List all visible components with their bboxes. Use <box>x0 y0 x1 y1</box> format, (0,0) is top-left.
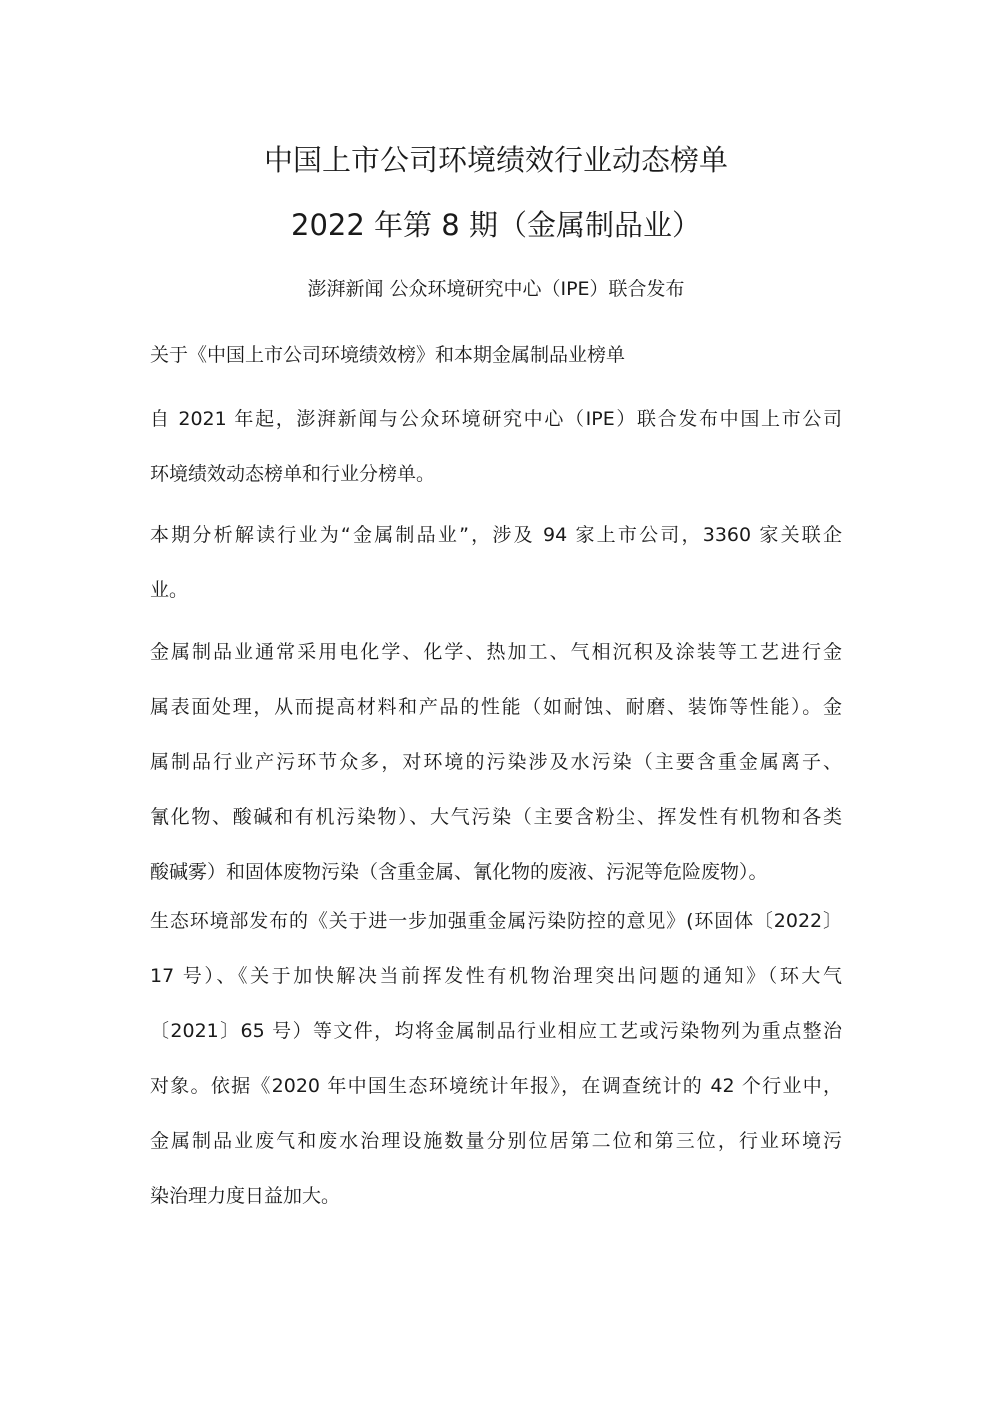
publisher-subtitle: 澎湃新闻 公众环境研究中心（IPE）联合发布 <box>307 278 685 300</box>
paragraph-line: 金属制品业废气和废水治理设施数量分别位居第二位和第三位，行业环境污 <box>150 1130 842 1152</box>
paragraph-line: 业。 <box>150 579 189 601</box>
paragraph-line: 属表面处理，从而提高材料和产品的性能（如耐蚀、耐磨、装饰等性能）。金 <box>150 696 842 718</box>
paragraph-line: 自 2021 年起，澎湃新闻与公众环境研究中心（IPE）联合发布中国上市公司 <box>150 408 842 430</box>
document-title-line1: 中国上市公司环境绩效行业动态榜单 <box>263 143 728 177</box>
paragraph-line: 属制品行业产污环节众多，对环境的污染涉及水污染（主要含重金属离子、 <box>150 751 842 773</box>
section-heading <box>150 328 842 383</box>
paragraph-line: 金属制品业通常采用电化学、化学、热加工、气相沉积及涂装等工艺进行金 <box>150 641 842 663</box>
section-heading-text: 关于《中国上市公司环境绩效榜》和本期金属制品业榜单 <box>150 344 626 366</box>
paragraph-line: 对象。依据《2020 年中国生态环境统计年报》，在调查统计的 42 个行业中， <box>150 1075 842 1097</box>
paragraph-scope <box>150 508 842 618</box>
paragraph-policy <box>150 894 842 1224</box>
paragraph-line: 氰化物、酸碱和有机污染物）、大气污染（主要含粉尘、挥发性有机物和各类 <box>150 806 842 828</box>
paragraph-intro <box>150 392 842 502</box>
paragraph-line: 17 号）、《关于加快解决当前挥发性有机物治理突出问题的通知》（环大气 <box>150 965 842 987</box>
document-title-line2: 2022 年第 8 期（金属制品业） <box>291 208 701 242</box>
paragraph-line: 〔2021〕65 号）等文件，均将金属制品行业相应工艺或污染物列为重点整治 <box>150 1020 842 1042</box>
paragraph-line: 环境绩效动态榜单和行业分榜单。 <box>150 463 436 485</box>
paragraph-industry-description <box>150 625 842 900</box>
paragraph-line: 生态环境部发布的《关于进一步加强重金属污染防控的意见》(环固体〔2022〕 <box>150 910 842 932</box>
paragraph-line: 染治理力度日益加大。 <box>150 1185 341 1207</box>
paragraph-line: 本期分析解读行业为“金属制品业”，涉及 94 家上市公司，3360 家关联企 <box>150 524 842 546</box>
paragraph-line: 酸碱雾）和固体废物污染（含重金属、氰化物的废液、污泥等危险废物）。 <box>150 861 768 883</box>
